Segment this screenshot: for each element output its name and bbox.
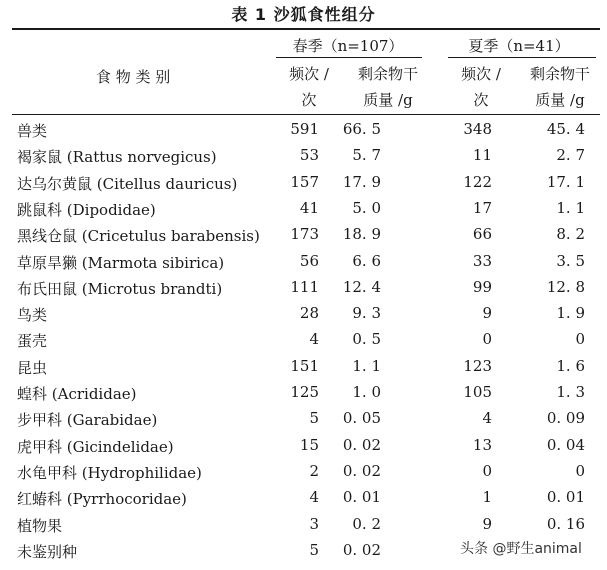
row-spring-mass: 0. 02 (342, 540, 381, 559)
row-summer-mass: 12. 8 (546, 277, 585, 296)
row-food-name: 草原旱獭 (Marmota sibirica) (17, 253, 225, 272)
header-summer-mass-line2: 质量 /g (535, 91, 585, 109)
row-spring-frequency: 15 (299, 435, 319, 454)
row-summer-frequency: 33 (472, 251, 492, 270)
row-spring-mass: 6. 6 (352, 251, 381, 270)
header-summer-freq (446, 61, 516, 113)
row-summer-mass: 1. 3 (556, 383, 585, 401)
row-summer-frequency: 13 (472, 435, 492, 454)
row-food-name: 达乌尔黄鼠 (Citellus dauricus) (17, 174, 238, 193)
row-spring-frequency: 157 (290, 172, 319, 191)
row-spring-frequency: 5 (309, 409, 319, 428)
row-summer-frequency: 1 (482, 488, 492, 507)
table-row (0, 354, 607, 380)
row-spring-mass: 0. 2 (352, 514, 381, 533)
row-summer-frequency: 9 (482, 514, 492, 533)
row-food-name: 布氏田鼠 (Microtus brandti) (17, 279, 223, 298)
header-spring: 春季（n=107） (292, 37, 404, 55)
row-spring-frequency: 5 (309, 540, 319, 559)
row-food-name: 水龟甲科 (Hydrophilidae) (17, 463, 202, 482)
table-row (0, 301, 607, 327)
table-row (0, 143, 607, 169)
table-row (0, 380, 607, 406)
watermark: 头条 @野生animal (458, 538, 584, 558)
header-summer-mass-line1: 剩余物干 (529, 65, 590, 83)
table-title: 表 1 沙狐食性组分 (231, 5, 376, 24)
row-spring-frequency: 151 (290, 356, 319, 375)
row-summer-mass: 17. 1 (546, 172, 585, 191)
row-food-name: 跳鼠科 (Dipodidae) (17, 200, 156, 219)
row-spring-frequency: 53 (299, 146, 319, 165)
table-row (0, 222, 607, 248)
row-summer-frequency: 348 (463, 120, 492, 138)
row-spring-frequency: 28 (299, 304, 319, 323)
row-food-name: 黑线仓鼠 (Cricetulus barabensis) (17, 227, 260, 246)
row-summer-mass: 45. 4 (546, 120, 585, 138)
row-spring-mass: 1. 0 (352, 383, 381, 401)
row-food-name: 虎甲科 (Gicindelidae) (17, 437, 174, 456)
row-summer-frequency: 9 (482, 304, 492, 323)
row-spring-frequency: 173 (290, 225, 319, 244)
row-summer-mass: 0 (575, 461, 585, 480)
row-food-name: 褐家鼠 (Rattus norvegicus) (17, 148, 217, 167)
row-spring-mass: 18. 9 (342, 225, 381, 244)
row-summer-mass: 1. 1 (556, 198, 585, 217)
row-spring-mass: 5. 0 (352, 198, 381, 217)
row-food-name: 蛋壳 (17, 332, 48, 351)
row-spring-frequency: 111 (290, 277, 319, 296)
table-row (0, 433, 607, 459)
header-spring-freq-line2: 次 (301, 91, 317, 109)
row-food-name: 红蝽科 (Pyrrhocoridae) (17, 490, 187, 509)
row-spring-frequency: 41 (299, 198, 319, 217)
table-row (0, 512, 607, 538)
header-spring-freq-line1: 频次 / (289, 65, 329, 83)
row-summer-frequency: 66 (472, 225, 492, 244)
row-food-name: 鸟类 (17, 306, 48, 325)
row-spring-mass: 0. 02 (342, 461, 381, 480)
row-spring-mass: 9. 3 (352, 304, 381, 323)
table-row (0, 406, 607, 432)
table-row (0, 170, 607, 196)
row-summer-mass: 3. 5 (556, 251, 585, 270)
row-spring-frequency: 3 (309, 514, 319, 533)
row-spring-mass: 5. 7 (352, 146, 381, 165)
summer-group-rule (448, 57, 596, 58)
row-summer-frequency: 0 (482, 461, 492, 480)
header-summer-freq-line1: 频次 / (461, 65, 501, 83)
row-spring-mass: 66. 5 (342, 120, 381, 138)
row-summer-frequency: 0 (482, 330, 492, 349)
row-food-name: 步甲科 (Garabidae) (17, 411, 158, 430)
row-summer-frequency: 123 (463, 356, 492, 375)
row-summer-mass: 2. 7 (556, 146, 585, 165)
header-spring-mass-line1: 剩余物干 (357, 65, 418, 83)
row-food-name: 昆虫 (17, 358, 48, 377)
row-spring-mass: 1. 1 (352, 356, 381, 375)
spring-group-rule (276, 57, 422, 58)
header-spring-mass-line2: 质量 /g (363, 91, 413, 109)
row-spring-frequency: 591 (290, 120, 319, 138)
row-spring-mass: 0. 02 (342, 435, 381, 454)
table-row (0, 327, 607, 353)
row-summer-mass: 1. 6 (556, 356, 585, 375)
table-row (0, 249, 607, 275)
table-row (0, 117, 607, 143)
row-spring-frequency: 125 (290, 383, 319, 401)
row-summer-mass: 1. 9 (556, 304, 585, 323)
row-spring-frequency: 4 (309, 488, 319, 507)
header-food-category: 食 物 类 别 (96, 68, 171, 86)
header-spring-freq (274, 61, 344, 113)
row-summer-mass: 0. 04 (546, 435, 585, 454)
row-spring-mass: 0. 01 (342, 488, 381, 507)
row-food-name: 蝗科 (Acrididae) (17, 385, 137, 403)
table-row (0, 459, 607, 485)
row-summer-mass: 8. 2 (556, 225, 585, 244)
row-summer-frequency: 122 (463, 172, 492, 191)
table-row (0, 485, 607, 511)
row-summer-frequency: 105 (463, 383, 492, 401)
row-spring-mass: 0. 5 (352, 330, 381, 349)
row-summer-mass: 0. 16 (546, 514, 585, 533)
row-spring-mass: 0. 05 (342, 409, 381, 428)
row-summer-mass: 0. 09 (546, 409, 585, 428)
row-spring-mass: 12. 4 (342, 277, 381, 296)
row-spring-mass: 17. 9 (342, 172, 381, 191)
header-summer-mass (512, 61, 607, 113)
header-summer: 夏季（n=41） (468, 37, 570, 55)
row-summer-mass: 0 (575, 330, 585, 349)
row-food-name: 植物果 (17, 516, 63, 535)
row-summer-frequency: 17 (472, 198, 492, 217)
header-spring-mass (340, 61, 436, 113)
table-row (0, 275, 607, 301)
top-rule (12, 28, 600, 30)
row-summer-mass: 0. 01 (546, 488, 585, 507)
header-summer-freq-line2: 次 (473, 91, 489, 109)
header-bottom-rule (12, 114, 600, 115)
row-spring-frequency: 56 (299, 251, 319, 270)
row-summer-frequency: 4 (482, 409, 492, 428)
table-row (0, 196, 607, 222)
row-summer-frequency: 11 (472, 146, 492, 165)
row-spring-frequency: 4 (309, 330, 319, 349)
row-food-name: 兽类 (17, 122, 48, 140)
row-food-name: 未鉴别种 (17, 542, 78, 561)
row-summer-frequency: 99 (472, 277, 492, 296)
row-spring-frequency: 2 (309, 461, 319, 480)
